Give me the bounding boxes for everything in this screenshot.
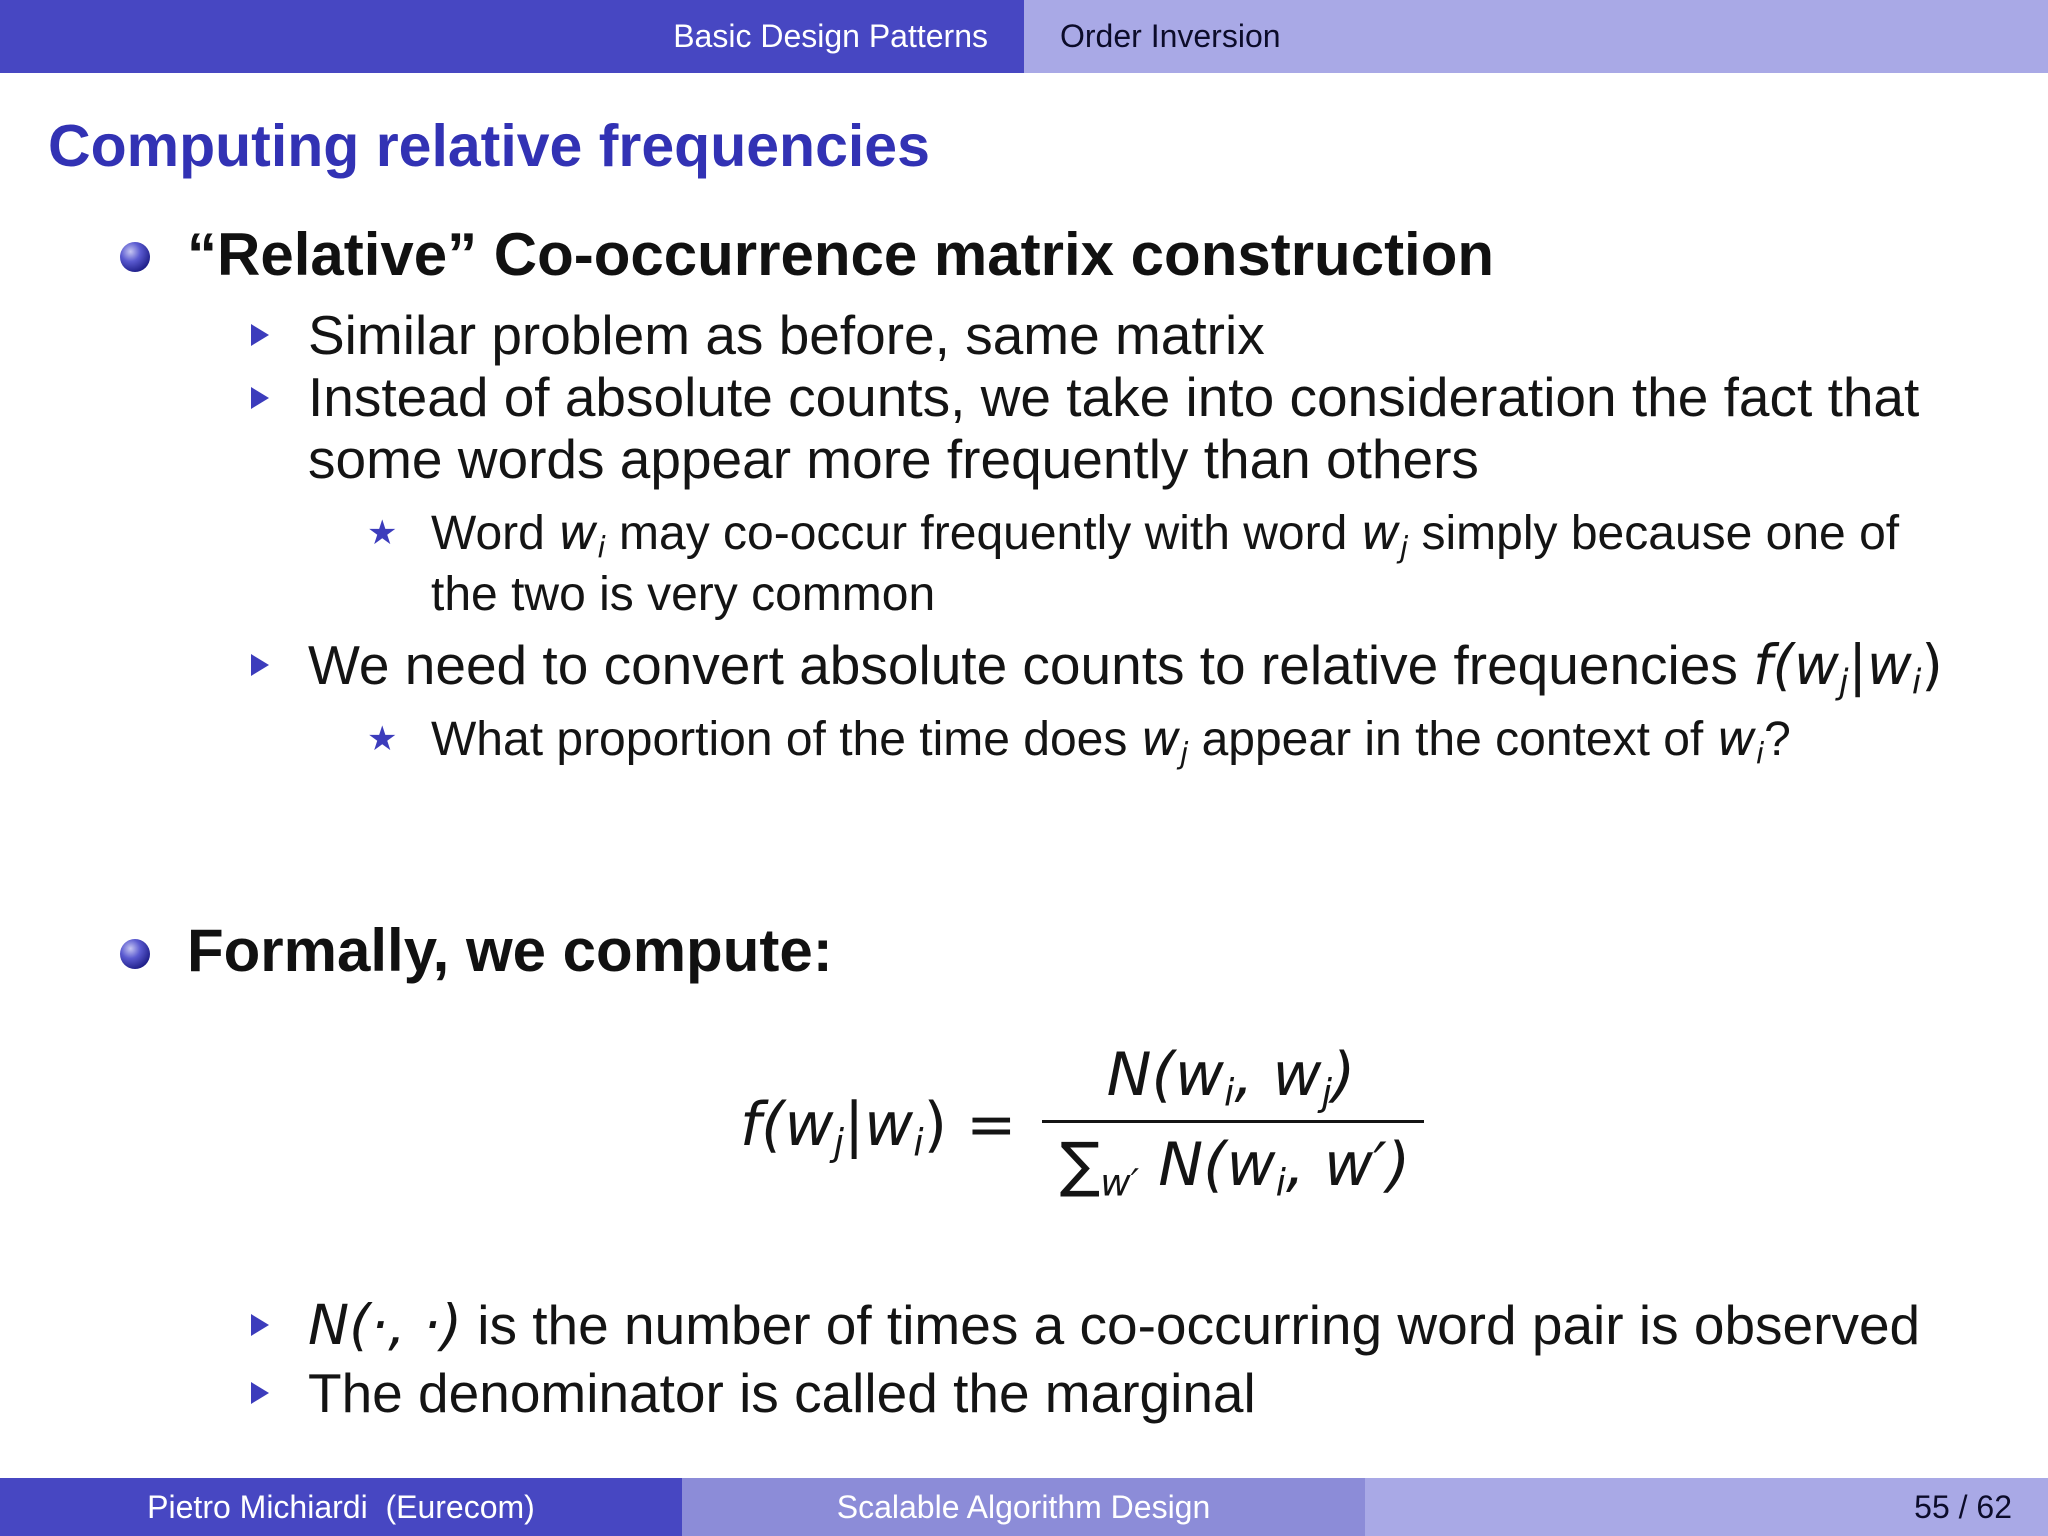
star-bullet-icon: ★ xyxy=(367,514,398,552)
fraction-bar xyxy=(1042,1120,1424,1123)
subbullet-marginal: The denominator is called the marginal xyxy=(308,1362,1256,1424)
triangle-bullet-icon xyxy=(251,387,269,409)
subsubbullet-proportion: What proportion of the time does $w_j$ appear in the context of $w_i$? xyxy=(431,711,1791,772)
top-navigation-bar xyxy=(0,0,2048,73)
triangle-bullet-icon xyxy=(251,324,269,346)
subbullet-convert-counts: We need to convert absolute counts to relative frequencies $f(w_j|w_i)$ xyxy=(308,633,1943,703)
star-bullet-icon: ★ xyxy=(367,720,398,758)
footer-page-label: 55 / 62 xyxy=(1914,1488,2012,1525)
footer-bar xyxy=(0,1478,2048,1536)
bullet-heading-formally: Formally, we compute: xyxy=(187,917,833,984)
footer-talk-title xyxy=(682,1478,1365,1536)
nav-subsection-label: Order Inversion xyxy=(1060,18,1281,54)
nav-section-label: Basic Design Patterns xyxy=(673,18,988,54)
slide-title: Computing relative frequencies xyxy=(48,113,930,179)
nav-subsection-link[interactable] xyxy=(1024,0,2048,73)
subbullet-instead-line2: some words appear more frequently than others xyxy=(308,428,1479,490)
relative-frequency-formula xyxy=(740,1040,1440,1215)
nav-section-link[interactable] xyxy=(0,0,1024,73)
formula-lhs: $f(w_j|w_i)$ = xyxy=(740,1090,1017,1165)
footer-talk-label: Scalable Algorithm Design xyxy=(836,1488,1211,1525)
triangle-bullet-icon xyxy=(251,1382,269,1404)
subbullet-instead-line1: Instead of absolute counts, we take into consideration the fact that xyxy=(308,366,1920,428)
formula-numerator: $N(w_i$, $w_j$) xyxy=(1106,1040,1356,1115)
bullet-ball-icon xyxy=(120,242,150,272)
footer-author xyxy=(0,1478,682,1536)
bullet-ball-icon xyxy=(120,939,150,969)
subbullet-similar-problem: Similar problem as before, same matrix xyxy=(308,304,1265,366)
footer-page-number xyxy=(1365,1478,2048,1536)
triangle-bullet-icon xyxy=(251,1314,269,1336)
triangle-bullet-icon xyxy=(251,654,269,676)
bullet-heading-relative-matrix: “Relative” Co-occurrence matrix construction xyxy=(187,221,1495,288)
formula-denominator: $\sum_{w'}$ $N(w_i$, w′) xyxy=(1059,1130,1411,1205)
subsubbullet-word-cooccur-line2: the two is very common xyxy=(431,568,936,621)
subsubbullet-word-cooccur: Word $w_i$ may co-occur frequently with word $w_j$ simply because one of xyxy=(431,505,1900,566)
footer-author-label: Pietro Michiardi (Eurecom) xyxy=(147,1488,535,1525)
subbullet-n-definition: N(·, ·) is the number of times a co-occurring word pair is observed xyxy=(308,1293,1921,1357)
